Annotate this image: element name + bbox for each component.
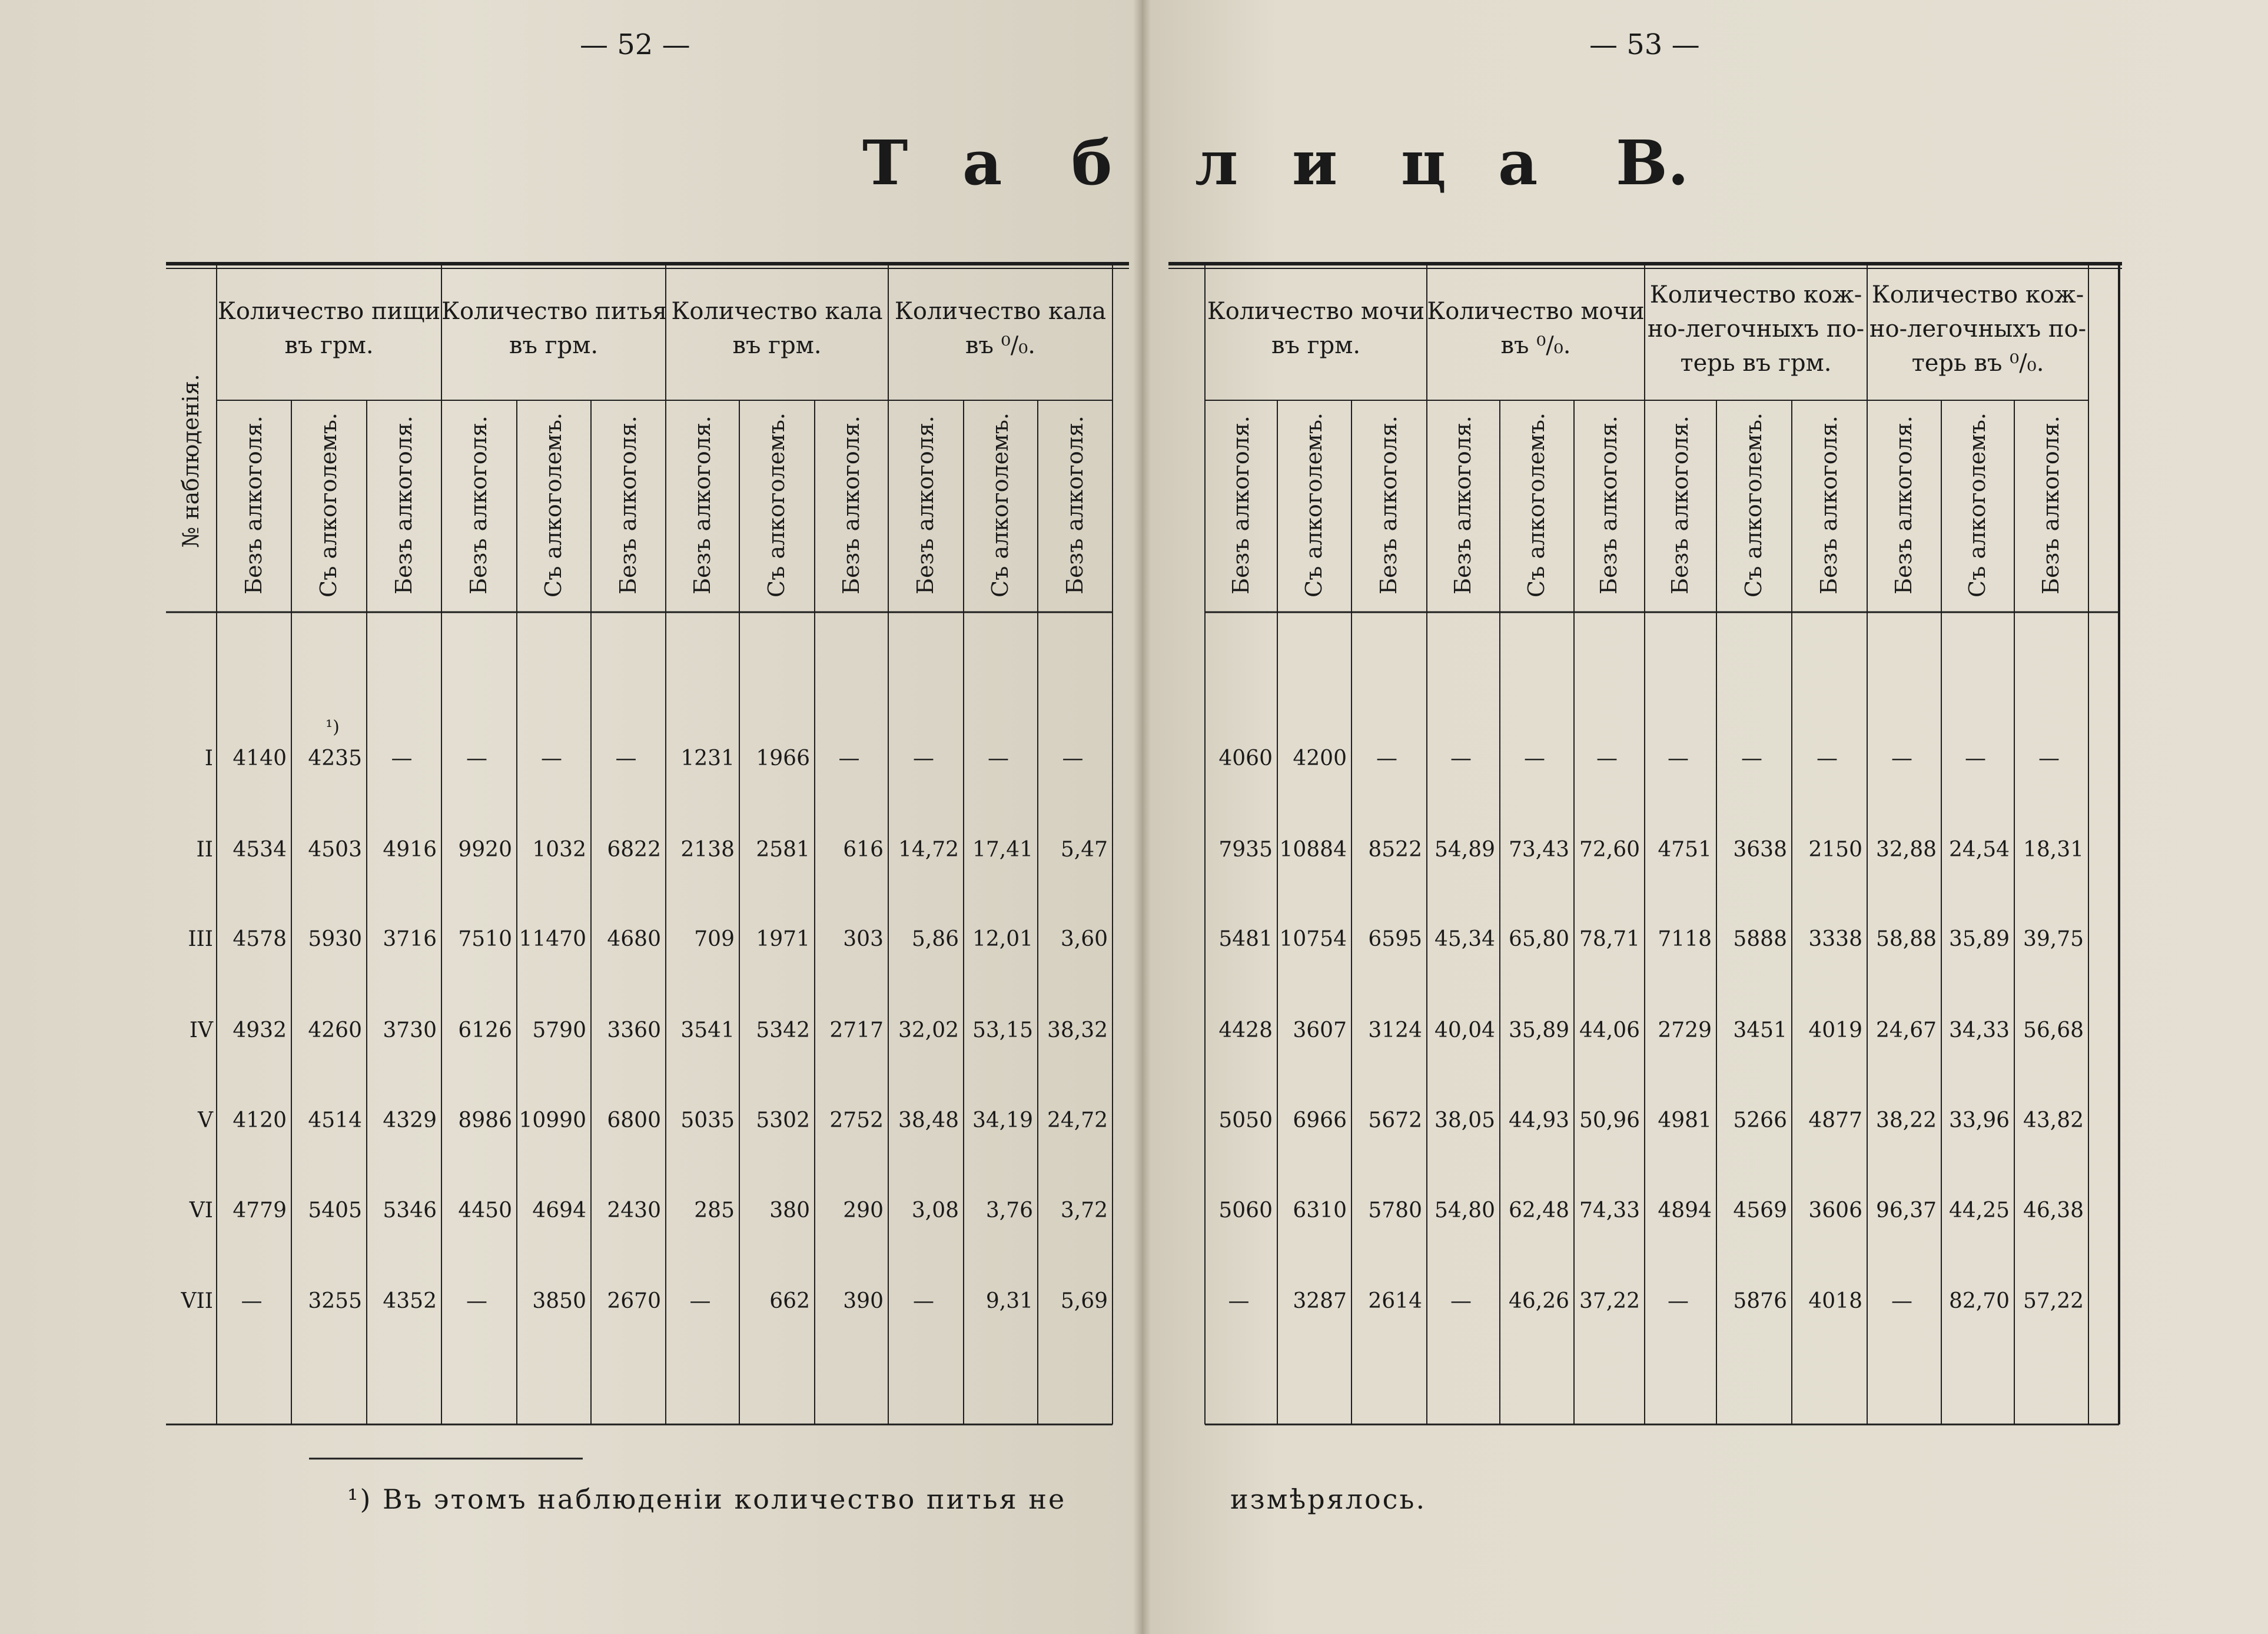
table-cell: — [241, 1289, 263, 1313]
table-cell: 2717 [829, 1018, 884, 1042]
column-subheader: Безъ алкоголя. [1376, 416, 1402, 595]
table-cell: 5,47 [1060, 838, 1108, 862]
row-number: II [196, 838, 213, 862]
table-cell: 616 [843, 838, 884, 862]
table-cell: 4751 [1658, 838, 1712, 862]
table-cell: 34,33 [1948, 1018, 2010, 1042]
row-number: IV [189, 1018, 213, 1042]
table-cell: 43,82 [2023, 1108, 2084, 1132]
table-cell: 4694 [532, 1198, 586, 1223]
table-cell: 5405 [308, 1198, 362, 1223]
group-header-line: но-легочныхъ по- [1869, 315, 2087, 343]
table-cell: 4019 [1808, 1018, 1862, 1042]
table-cell: — [1891, 1289, 1912, 1313]
table-cell: 3607 [1293, 1018, 1347, 1042]
table-cell: 3716 [383, 927, 437, 951]
table-cell: 4877 [1808, 1108, 1862, 1132]
row-number: VI [189, 1198, 213, 1223]
table-cell: 6595 [1368, 927, 1422, 951]
table-cell: 4569 [1733, 1198, 1787, 1223]
table-cell: 4060 [1218, 746, 1273, 770]
column-subheader: Безъ алкоголя. [390, 416, 417, 595]
table-cell: 4329 [383, 1108, 437, 1132]
table-cell: 3338 [1808, 927, 1862, 951]
column-subheader: Съ алкоголемъ. [1964, 413, 1990, 597]
table-cell: 5060 [1218, 1198, 1273, 1223]
table-cell: 3,72 [1060, 1198, 1108, 1223]
table-cell: 4140 [233, 746, 287, 770]
column-subheader: Съ алкоголемъ. [540, 413, 566, 597]
table-cell: — [913, 1289, 934, 1313]
table-cell: 32,02 [898, 1018, 959, 1042]
table-cell: 7118 [1658, 927, 1712, 951]
table-cell: — [838, 746, 860, 770]
table-cell: 4578 [233, 927, 287, 951]
table-cell: 2150 [1808, 838, 1862, 862]
table-cell: 7935 [1218, 838, 1273, 862]
table-cell: 5342 [756, 1018, 810, 1042]
table-cell: 62,48 [1508, 1198, 1569, 1223]
group-header-line: Количество кож- [1649, 281, 1862, 308]
table-cell: 2729 [1658, 1018, 1712, 1042]
column-subheader: Безъ алкоголя. [1891, 416, 1917, 595]
table-cell: 3255 [308, 1289, 362, 1313]
table-cell: 53,15 [972, 1018, 1033, 1042]
column-subheader: Съ алкоголемъ. [987, 413, 1013, 597]
table-cell: 2430 [607, 1198, 661, 1223]
table-cell: 6800 [607, 1108, 661, 1132]
column-subheader: Безъ алкоголя. [912, 416, 938, 595]
title-letter: и [1292, 127, 1338, 199]
table-cell: 5790 [532, 1018, 586, 1042]
table-cell: 5876 [1733, 1289, 1787, 1313]
table-cell: 2614 [1368, 1289, 1422, 1313]
table-cell: 40,04 [1434, 1018, 1495, 1042]
table-cell: 54,80 [1434, 1198, 1495, 1223]
group-header-line: въ грм. [1271, 332, 1361, 359]
table-cell: 50,96 [1579, 1108, 1640, 1132]
table-cell: — [1668, 1289, 1689, 1313]
title-letter: Т [862, 127, 908, 199]
column-subheader: Безъ алкоголя. [466, 416, 492, 595]
table-cell: 290 [843, 1198, 884, 1223]
table-cell: 4018 [1808, 1289, 1862, 1313]
table-cell: 4120 [233, 1108, 287, 1132]
table-cell: 4932 [233, 1018, 287, 1042]
table-cell: 72,60 [1579, 838, 1640, 862]
table-cell: 5266 [1733, 1108, 1787, 1132]
table-cell: 38,05 [1434, 1108, 1495, 1132]
table-cell: 5035 [680, 1108, 735, 1132]
table-cell: 24,72 [1047, 1108, 1108, 1132]
table-cell: 8522 [1368, 838, 1422, 862]
table-cell: 5,69 [1060, 1289, 1108, 1313]
table-cell: 380 [769, 1198, 810, 1223]
title-letter: л [1195, 127, 1238, 199]
table-cell: 10884 [1279, 838, 1347, 862]
table-cell: 56,68 [2023, 1018, 2084, 1042]
table-cell: — [1228, 1289, 1250, 1313]
table-cell: 74,33 [1579, 1198, 1640, 1223]
table-cell: 54,89 [1434, 838, 1495, 862]
table-cell: — [1524, 746, 1545, 770]
column-subheader: Съ алкоголемъ. [1523, 413, 1549, 597]
table-cell: 5780 [1368, 1198, 1422, 1223]
table-cell: 58,88 [1875, 927, 1937, 951]
table-cell: 57,22 [2023, 1289, 2084, 1313]
table-cell: 4450 [458, 1198, 512, 1223]
group-header-line: въ ⁰/₀. [1500, 332, 1571, 359]
observation-number-header: № наблюденія. [178, 374, 204, 548]
table-cell: 1966 [756, 746, 810, 770]
table-cell: — [1817, 746, 1838, 770]
table-cell: 1032 [532, 838, 586, 862]
table-cell: — [1741, 746, 1762, 770]
table-cell: 4514 [308, 1108, 362, 1132]
table-cell: 8986 [458, 1108, 512, 1132]
title-letter: ц [1401, 127, 1446, 199]
table-cell: 33,96 [1948, 1108, 2010, 1132]
table-cell: 4779 [233, 1198, 287, 1223]
table-cell: 34,19 [972, 1108, 1033, 1132]
table-cell: — [2038, 746, 2060, 770]
table-cell: 35,89 [1508, 1018, 1569, 1042]
table-cell: 4534 [233, 838, 287, 862]
table-cell: — [988, 746, 1009, 770]
table-cell: 4352 [383, 1289, 437, 1313]
row-number: III [188, 927, 213, 951]
table-cell: 7510 [458, 927, 512, 951]
table-cell: 78,71 [1579, 927, 1640, 951]
column-subheader: Безъ алкоголя. [1596, 416, 1622, 595]
table-cell: 1971 [756, 927, 810, 951]
page-number-right: — 53 — [1589, 28, 1700, 61]
group-header-line: въ грм. [732, 332, 822, 359]
table-cell: — [689, 1289, 711, 1313]
table-cell: 24,67 [1875, 1018, 1937, 1042]
group-header-line: но-легочныхъ по- [1647, 315, 1865, 343]
table-cell: 3,60 [1060, 927, 1108, 951]
table-cell: 4200 [1293, 746, 1347, 770]
group-header-line: Количество питья [441, 298, 668, 325]
footnote-text-left: Въ этомъ наблюденіи количество питья не [383, 1483, 1067, 1515]
table-cell: 12,01 [972, 927, 1033, 951]
table-cell: 45,34 [1434, 927, 1495, 951]
column-subheader: Съ алкоголемъ. [1301, 413, 1327, 597]
table-cell: — [1062, 746, 1084, 770]
column-subheader: Безъ алкоголя. [1227, 416, 1254, 595]
table-cell: 6310 [1293, 1198, 1347, 1223]
column-subheader: Безъ алкоголя. [1061, 416, 1088, 595]
table-cell: 96,37 [1875, 1198, 1937, 1223]
group-header-line: Количество мочи [1207, 298, 1425, 325]
table-cell: 38,22 [1875, 1108, 1937, 1132]
table-cell: 4260 [308, 1018, 362, 1042]
table-cell: 6126 [458, 1018, 512, 1042]
table-cell: 38,48 [898, 1108, 959, 1132]
table-cell: 4428 [1218, 1018, 1273, 1042]
table-cell: 6966 [1293, 1108, 1347, 1132]
row-number: V [198, 1108, 213, 1132]
group-header-line: терь въ грм. [1680, 350, 1832, 377]
table-cell: 9920 [458, 838, 512, 862]
table-cell: 44,93 [1508, 1108, 1569, 1132]
group-header-line: Количество пищи [217, 298, 441, 325]
table-cell: 3124 [1368, 1018, 1422, 1042]
table-cell: — [391, 746, 413, 770]
table-cell: 303 [843, 927, 884, 951]
table-cell: 17,41 [972, 838, 1033, 862]
table-cell: — [1668, 746, 1689, 770]
table-cell: — [1891, 746, 1912, 770]
table-cell: 709 [694, 927, 735, 951]
table-cell: 38,32 [1047, 1018, 1108, 1042]
table-cell: 5930 [308, 927, 362, 951]
table-cell: 3,08 [911, 1198, 959, 1223]
table-cell: — [913, 746, 934, 770]
table-cell: 1231 [680, 746, 735, 770]
table-cell: 5672 [1368, 1108, 1422, 1132]
table-cell: 39,75 [2023, 927, 2084, 951]
table-cell: — [466, 1289, 487, 1313]
table-cell: 4503 [308, 838, 362, 862]
table-cell: 3606 [1808, 1198, 1862, 1223]
table-cell: 4235 [308, 746, 362, 770]
table-cell: — [1596, 746, 1618, 770]
table-cell: 4894 [1658, 1198, 1712, 1223]
footnote-left [347, 1483, 1066, 1515]
table-cell: 10754 [1279, 927, 1347, 951]
footnote-right: измѣрялось. [1230, 1483, 1427, 1515]
title-letter: б [1071, 127, 1113, 199]
column-subheader: Безъ алкоголя. [689, 416, 715, 595]
table-cell: 65,80 [1508, 927, 1569, 951]
table-cell: 9,31 [985, 1289, 1033, 1313]
title-letter: а [1498, 127, 1538, 199]
column-subheader: Безъ алкоголя. [1816, 416, 1842, 595]
table-cell: — [541, 746, 562, 770]
table-cell: 37,22 [1579, 1289, 1640, 1313]
table-cell: 2670 [607, 1289, 661, 1313]
group-header-line: терь въ ⁰/₀. [1911, 350, 2044, 377]
table-cell: 35,89 [1948, 927, 2010, 951]
column-subheader: Безъ алкоголя. [838, 416, 864, 595]
table-cell: 4680 [607, 927, 661, 951]
page-number-left: — 52 — [580, 28, 690, 61]
group-header-line: въ ⁰/₀. [965, 332, 1035, 359]
row-number: I [204, 746, 213, 770]
table-cell: 3638 [1733, 838, 1787, 862]
table-cell: — [615, 746, 637, 770]
table-cell: 5,86 [911, 927, 959, 951]
table-cell: 6822 [607, 838, 661, 862]
column-subheader: Съ алкоголемъ. [316, 413, 341, 597]
table-cell: 3287 [1293, 1289, 1347, 1313]
table-cell: 4916 [383, 838, 437, 862]
footnote-mark: ¹) [347, 1483, 373, 1515]
table-cell: 24,54 [1948, 838, 2010, 862]
table-cell: 10990 [519, 1108, 586, 1132]
table-cell: 3,76 [985, 1198, 1033, 1223]
group-header-line: Количество мочи [1427, 298, 1645, 325]
table-cell: 390 [843, 1289, 884, 1313]
table-cell: 3451 [1733, 1018, 1787, 1042]
table-cell: 14,72 [898, 838, 959, 862]
group-header-line: Количество кож- [1871, 281, 2084, 308]
column-subheader: Съ алкоголемъ. [763, 413, 789, 597]
table-cell: 2138 [680, 838, 735, 862]
table-cell: 2752 [829, 1108, 884, 1132]
column-subheader: Безъ алкоголя. [1450, 416, 1476, 595]
table-cell: 4981 [1658, 1108, 1712, 1132]
group-header-line: въ грм. [284, 332, 374, 359]
column-subheader: Безъ алкоголя. [615, 416, 641, 595]
title-letter: а [962, 127, 1002, 199]
table-cell: 3850 [532, 1289, 586, 1313]
table-cell: — [1450, 1289, 1472, 1313]
table-cell: 3541 [680, 1018, 735, 1042]
table-cell: 11470 [519, 927, 586, 951]
table-cell: 73,43 [1508, 838, 1569, 862]
table-cell: 5302 [756, 1108, 810, 1132]
column-subheader: Безъ алкоголя. [2038, 416, 2064, 595]
table-cell: 44,25 [1948, 1198, 2010, 1223]
table-cell: 18,31 [2023, 838, 2084, 862]
table-cell: 82,70 [1948, 1289, 2010, 1313]
table-cell: — [466, 746, 487, 770]
table-cell: — [1965, 746, 1986, 770]
table-cell: — [1376, 746, 1397, 770]
group-header-line: Количество кала [894, 298, 1107, 325]
table-cell: 44,06 [1579, 1018, 1640, 1042]
table-cell: 285 [694, 1198, 735, 1223]
column-subheader: Безъ алкоголя. [1667, 416, 1693, 595]
table-cell: 662 [769, 1289, 810, 1313]
footnote-reference: ¹) [326, 717, 340, 738]
table-cell: 3730 [383, 1018, 437, 1042]
row-number: VII [181, 1289, 213, 1313]
table-cell: 32,88 [1875, 838, 1937, 862]
table-cell: 46,26 [1508, 1289, 1569, 1313]
table-cell: — [1450, 746, 1472, 770]
group-header-line: Количество кала [671, 298, 883, 325]
table-cell: 5888 [1733, 927, 1787, 951]
table-cell: 2581 [756, 838, 810, 862]
table-cell: 5050 [1218, 1108, 1273, 1132]
table-cell: 3360 [607, 1018, 661, 1042]
column-subheader: Безъ алкоголя. [240, 416, 267, 595]
table-cell: 5346 [383, 1198, 437, 1223]
title-letter: В. [1616, 127, 1689, 199]
column-subheader: Съ алкоголемъ. [1741, 413, 1766, 597]
table-cell: 46,38 [2023, 1198, 2084, 1223]
table-cell: 5481 [1218, 927, 1273, 951]
group-header-line: въ грм. [509, 332, 599, 359]
